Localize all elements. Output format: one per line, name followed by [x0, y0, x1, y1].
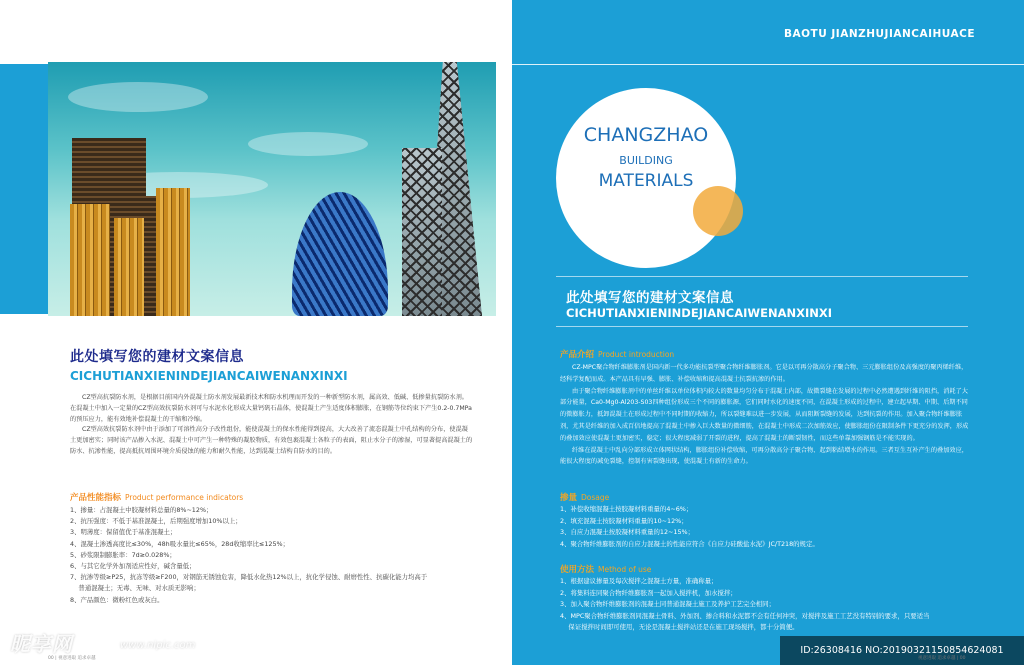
- list-item: 普通混凝土；无毒、无味、对水质无影响；: [70, 584, 200, 593]
- intro-paragraph: CZ型高效抗裂防水剂中由于添加了可溶性高分子改性组份，能使混凝土的保水性能得到提高，大大改善了流态混凝土中孔结构的分布，使混凝土更加密实；同时该产品掺入水泥、混凝土中可产生一种特殊的凝胶物质，有效包裹混凝土各粒子的表面，阻止水分子的渗湿，可显著提高混凝土的防水、抗渗性能，提高抵抗周围环境介质侵蚀的能力和耐久性能，达到混凝土结构自防水的目的。: [70, 426, 473, 455]
- left-heading-en: CICHUTIANXIENINDEJIANCAIWENANXINXI: [70, 369, 348, 383]
- left-intro: [70, 393, 474, 458]
- list-item: 8、产品颜色：微粉红色或灰白。: [70, 595, 164, 604]
- list-item: 3、加入聚合物纤维膨胀剂的混凝土同普通混凝土施工及养护工艺完全相同；: [560, 600, 775, 608]
- performance-title: [70, 491, 243, 503]
- dosage-title-en: Dosage: [581, 493, 610, 502]
- brand-title: BAOTU JIANZHUJIANCAIHUACE: [784, 28, 976, 40]
- gold-block: [156, 188, 190, 316]
- list-item: 1、补偿收缩混凝土按胶凝材料重量的4~6%；: [560, 505, 693, 513]
- gold-tower-left: [70, 204, 110, 316]
- watermark-logo: 昵享网: [10, 632, 73, 656]
- city-skyline-photo: [48, 62, 496, 316]
- dosage-list: [560, 504, 819, 550]
- method-title: [560, 563, 651, 575]
- circle-line-1: CHANGZHAO: [583, 124, 709, 146]
- dosage-title: [560, 491, 609, 503]
- intro-paragraph: 纤维在混凝土中乱向分部形成立体网状结构，膨胀组份补偿收缩，可再分散高分子聚合物、起到粘结增水的作用。三者互生互补产生的叠加效应，能很大程度的减免裂缝，控制有害裂缝出现，使混凝土有新的生命力。: [560, 446, 968, 466]
- circle-line-3: MATERIALS: [598, 171, 694, 191]
- circle-line-2: BUILDING: [619, 154, 673, 167]
- dosage-title-cn: 掺量: [560, 493, 578, 503]
- gherkin-tower: [292, 192, 388, 316]
- performance-title-cn: 产品性能指标: [70, 493, 122, 503]
- list-item: 4、混凝土渗透高度比≤30%，48h吸水量比≤65%，28d收缩率比≤125%；: [70, 539, 289, 548]
- list-item: 7、抗渗等级≥P25，抗冻等级≥F200，对钢筋无锈蚀危害，降低水化热12%以上，抗化学侵蚀、耐磨性性、抗碳化能力均高于: [70, 573, 428, 582]
- accent-circle: [693, 186, 743, 236]
- list-item: 2、将集料连同聚合物纤维膨胀剂一起加入搅拌机，加水搅拌；: [560, 588, 737, 597]
- method-title-en: Method of use: [598, 565, 652, 574]
- list-item: 2、填充混凝土按胶凝材料重量的10~12%；: [560, 516, 688, 525]
- lattice-tower-left: [402, 148, 442, 316]
- watermark-url: www.nipic.com: [120, 640, 196, 651]
- list-item: 5、砂浆限制膨胀率：7d≥0.028%；: [70, 550, 176, 559]
- intro-body: [560, 362, 972, 468]
- watermark-id: ID:26308416 NO:20190321150854624081: [780, 636, 1024, 665]
- list-item: 1、根据建议掺量及每次搅拌之混凝土方量，准确称量；: [560, 577, 718, 585]
- divider-top: [556, 276, 968, 277]
- intro-title-en: Product introduction: [598, 350, 675, 359]
- intro-paragraph: CZ型高抗裂防水剂，是根据目前国内外混凝土防水剂发展最新技术和防水机理而开发的一种新型防水剂，属高效、低碱、低掺量抗裂防水剂。在混凝土中加入一定量的CZ型高效抗裂防水剂可与水泥水化形成大量钙矾石晶体，使混凝土产生适度体积膨胀，在钢筋等位约束下产生0.2-0.7MPa的预压应力，能有效地补偿混凝土的干缩和冷缩。: [70, 394, 472, 423]
- cloud: [248, 132, 368, 156]
- list-item: 3、明薄度：保留值优于基准混凝土；: [70, 528, 177, 537]
- intro-paragraph: CZ-MPC聚合物纤维膨胀剂是国内新一代多功能抗裂型聚合物纤维膨胀剂。它是以可再分散高分子聚合物、三元膨胀组份及高强度的聚丙烯纤维，经科学复配而成。本产品具有早强、膨胀、补偿收缩和提高混凝土抗裂抗渗的作用。: [560, 364, 968, 383]
- left-footer: 00 | 视意进取 追求卓越: [48, 656, 96, 661]
- method-list: [560, 576, 929, 634]
- right-heading-cn: 此处填写您的建材文案信息: [566, 290, 734, 306]
- list-item: 保证搅拌时间即可使用，无论是混凝土搅拌站还是在施工现场搅拌，都十分简便。: [560, 623, 799, 631]
- performance-title-en: Product performance indicators: [125, 493, 244, 502]
- list-item: 1、掺量：占混凝土中胶凝材料总量的8%~12%；: [70, 506, 213, 514]
- list-item: 2、抗压强度：不低于基准混凝土，后期强度增加10%以上；: [70, 517, 242, 526]
- list-item: 6、与其它化学外加剂适应性好，碱含量低；: [70, 562, 196, 571]
- performance-list: [70, 505, 427, 606]
- intro-paragraph: 由于聚合物纤维膨胀剂中的单丝纤维以单位体积内较大的数量均匀分布于混凝土内部，故微裂缝在发展的过程中必然遭遇到纤维的阻挡，消耗了大部分能量，Ca0-Mg0-Al203-S03四种组份形成三个不同的膨胀源，它们同时水化的速度不同，在混凝土形成的过程中，建立起早期、中期、后期不同的微膨胀力，抵卸混凝土在形成过程中不同时期的收缩力，所以裂缝难以进一步发展，从而阻断裂缝的发展，达到抗裂的作用。加入聚合物纤维膨胀剂，尤其是纤维的加入成百倍地提高了混凝土中掺入巨大数量的微细筋，在混凝土中形成二次加筋效应，使膨胀组份在限制条件下更充分的发挥，形成的叠加效应使混凝土更加密实，稳定；很大程度减弱了开裂的进程，提高了混凝土的断裂韧性，而这些单靠加强钢筋是不能实现的。: [560, 387, 969, 442]
- list-item: 3、自应力混凝土按胶凝材料重量的12~15%；: [560, 528, 695, 536]
- list-item: 4、MPC聚合物纤维膨胀剂同混凝土骨料、外加剂、掺合料和水泥都不会有任何冲突，对搅拌及施工工艺没有特别的要求，只要适当: [560, 611, 930, 620]
- cloud: [68, 82, 208, 112]
- method-title-cn: 使用方法: [560, 565, 595, 575]
- list-item: 4、聚合物纤维膨胀剂的自应力混凝土的性能应符合《自应力硅酸盐水泥》JC/T218的规定。: [560, 539, 819, 548]
- brand-rule: [512, 64, 1024, 65]
- divider-bottom: [556, 326, 968, 327]
- intro-title-cn: 产品介绍: [560, 350, 595, 360]
- left-accent-strip: [0, 64, 48, 314]
- right-heading-en: CICHUTIANXIENINDEJIANCAIWENANXINXI: [566, 306, 833, 320]
- intro-title: [560, 348, 674, 360]
- left-heading-cn: 此处填写您的建材文案信息: [70, 349, 244, 365]
